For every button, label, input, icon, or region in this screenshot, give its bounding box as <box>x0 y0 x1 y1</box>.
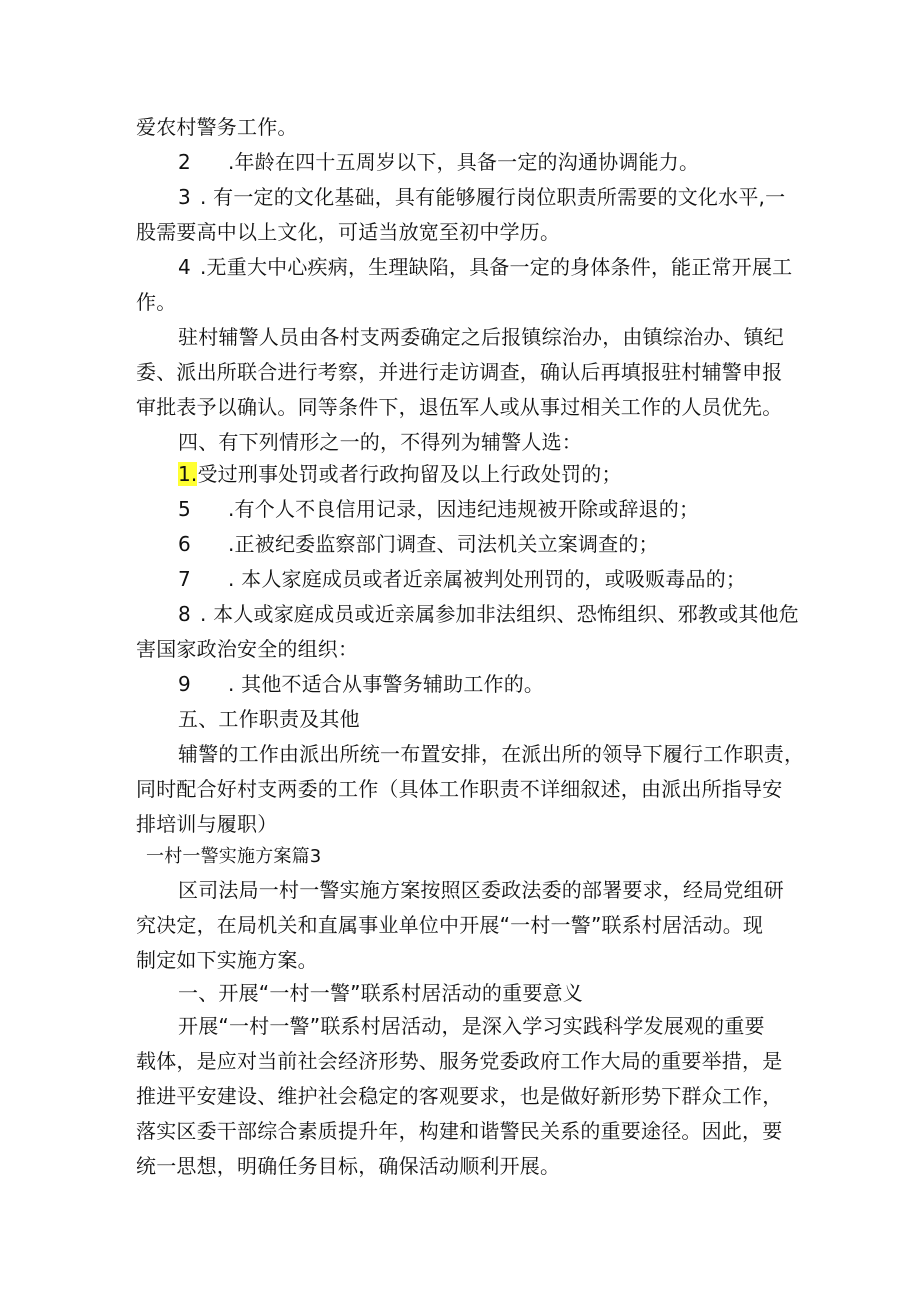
text-line: 统一思想，明确任务目标，确保活动顺利开展。 <box>136 1154 561 1178</box>
list-item-3: 3 . 有一定的文化基础，具有能够履行岗位职责所需要的文化水平,一 <box>178 185 786 209</box>
item-number: 4 <box>178 255 191 279</box>
text-line: 股需要高中以上文化，可适当放宽至初中学历。 <box>136 220 561 244</box>
text-line: 推进平安建设、维护社会稳定的客观要求，也是做好新形势下群众工作， <box>136 1084 783 1108</box>
text-line: 同时配合好村支两委的工作（具体工作职责不详细叙述，由派出所指导安 <box>136 777 783 801</box>
list-item-2: 2 .年龄在四十五周岁以下，具备一定的沟通协调能力。 <box>178 150 700 174</box>
text-line: 究决定，在局机关和直属事业单位中开展“一村一警”联系村居活动。现 <box>136 913 764 937</box>
list-item-7: 7 . 本人家庭成员或者近亲属被判处刑罚的，或吸贩毒品的； <box>178 567 747 591</box>
list-item-9: 9 . 其他不适合从事警务辅助工作的。 <box>178 672 545 696</box>
article-title: 一村一警实施方案篇3 <box>146 846 322 867</box>
section-heading-4: 四、有下列情形之一的，不得列为辅警人选： <box>178 430 582 454</box>
item-number: 8 <box>178 602 191 626</box>
item-number: 2 <box>178 150 191 174</box>
text-line: 委、派出所联合进行考察，并进行走访调查，确认后再填报驻村辅警申报 <box>136 360 783 384</box>
item-number: 5 <box>178 497 191 521</box>
section-heading-1: 一、开展“一村一警”联系村居活动的重要意义 <box>178 981 583 1005</box>
text-line: 载体，是应对当前社会经济形势、服务党委政府工作大局的重要举措，是 <box>136 1049 783 1073</box>
list-item-1: 1.受过刑事处罚或者行政拘留及以上行政处罚的； <box>178 462 622 486</box>
text-line: 落实区委干部综合素质提升年，构建和谐警民关系的重要途径。因此，要 <box>136 1119 783 1143</box>
paragraph-line: 区司法局一村一警实施方案按照区委政法委的部署要求，经局党组研 <box>178 878 784 902</box>
text-line: 制定如下实施方案。 <box>136 948 318 972</box>
item-number: 3 <box>178 185 191 209</box>
paragraph-line: 辅警的工作由派出所统一布置安排，在派出所的领导下履行工作职责， <box>178 742 805 766</box>
item-number: 6 <box>178 532 191 556</box>
list-item-5: 5 .有个人不良信用记录，因违纪违规被开除或辞退的； <box>178 497 700 521</box>
list-item-6: 6 .正被纪委监察部门调查、司法机关立案调查的； <box>178 532 659 556</box>
text-line: 排培训与履职） <box>136 812 278 836</box>
text-line: 爱农村警务工作。 <box>136 115 298 139</box>
paragraph-line: 驻村辅警人员由各村支两委确定之后报镇综治办，由镇综治办、镇纪 <box>178 325 784 349</box>
paragraph-line: 开展“一村一警”联系村居活动，是深入学习实践科学发展观的重要 <box>178 1014 765 1038</box>
item-number: 7 <box>178 567 191 591</box>
text-line: 审批表予以确认。同等条件下，退伍军人或从事过相关工作的人员优先。 <box>136 395 783 419</box>
list-item-4: 4 .无重大中心疾病，生理缺陷，具备一定的身体条件，能正常开展工 <box>178 255 793 279</box>
highlight-mark: 1. <box>178 462 198 486</box>
section-heading-5: 五、工作职责及其他 <box>178 707 360 731</box>
list-item-8: 8 . 本人或家庭成员或近亲属参加非法组织、恐怖组织、邪教或其他危 <box>178 602 799 626</box>
text-line: 害国家政治安全的组织： <box>136 637 359 661</box>
text-line: 作。 <box>136 290 177 314</box>
item-number: 9 <box>178 672 191 696</box>
